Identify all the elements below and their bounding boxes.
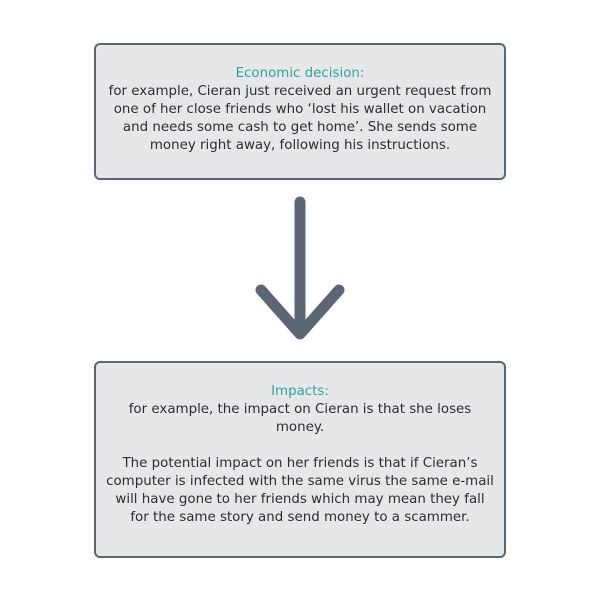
impacts-text-friends: The potential impact on her friends is that if Cieran’s computer is infected with the same virus the same e-mail will have gone to her friends which may mean they fall for the same story and send money to a scammer. bbox=[106, 456, 494, 525]
down-arrow-icon bbox=[250, 196, 350, 346]
economic-decision-box bbox=[94, 43, 506, 180]
economic-decision-text: for example, Cieran just received an urgent request from one of her close friends who ‘lost his wallet on vacation and needs some cash to get home’. She sends some money right away, following his instructions. bbox=[108, 84, 492, 153]
impacts-text-cieran: for example, the impact on Cieran is that she loses money. bbox=[128, 402, 472, 435]
impacts-box bbox=[94, 361, 506, 558]
impacts-heading: Impacts: bbox=[271, 384, 329, 399]
economic-decision-heading: Economic decision: bbox=[235, 66, 365, 81]
paragraph-spacer bbox=[106, 437, 494, 455]
